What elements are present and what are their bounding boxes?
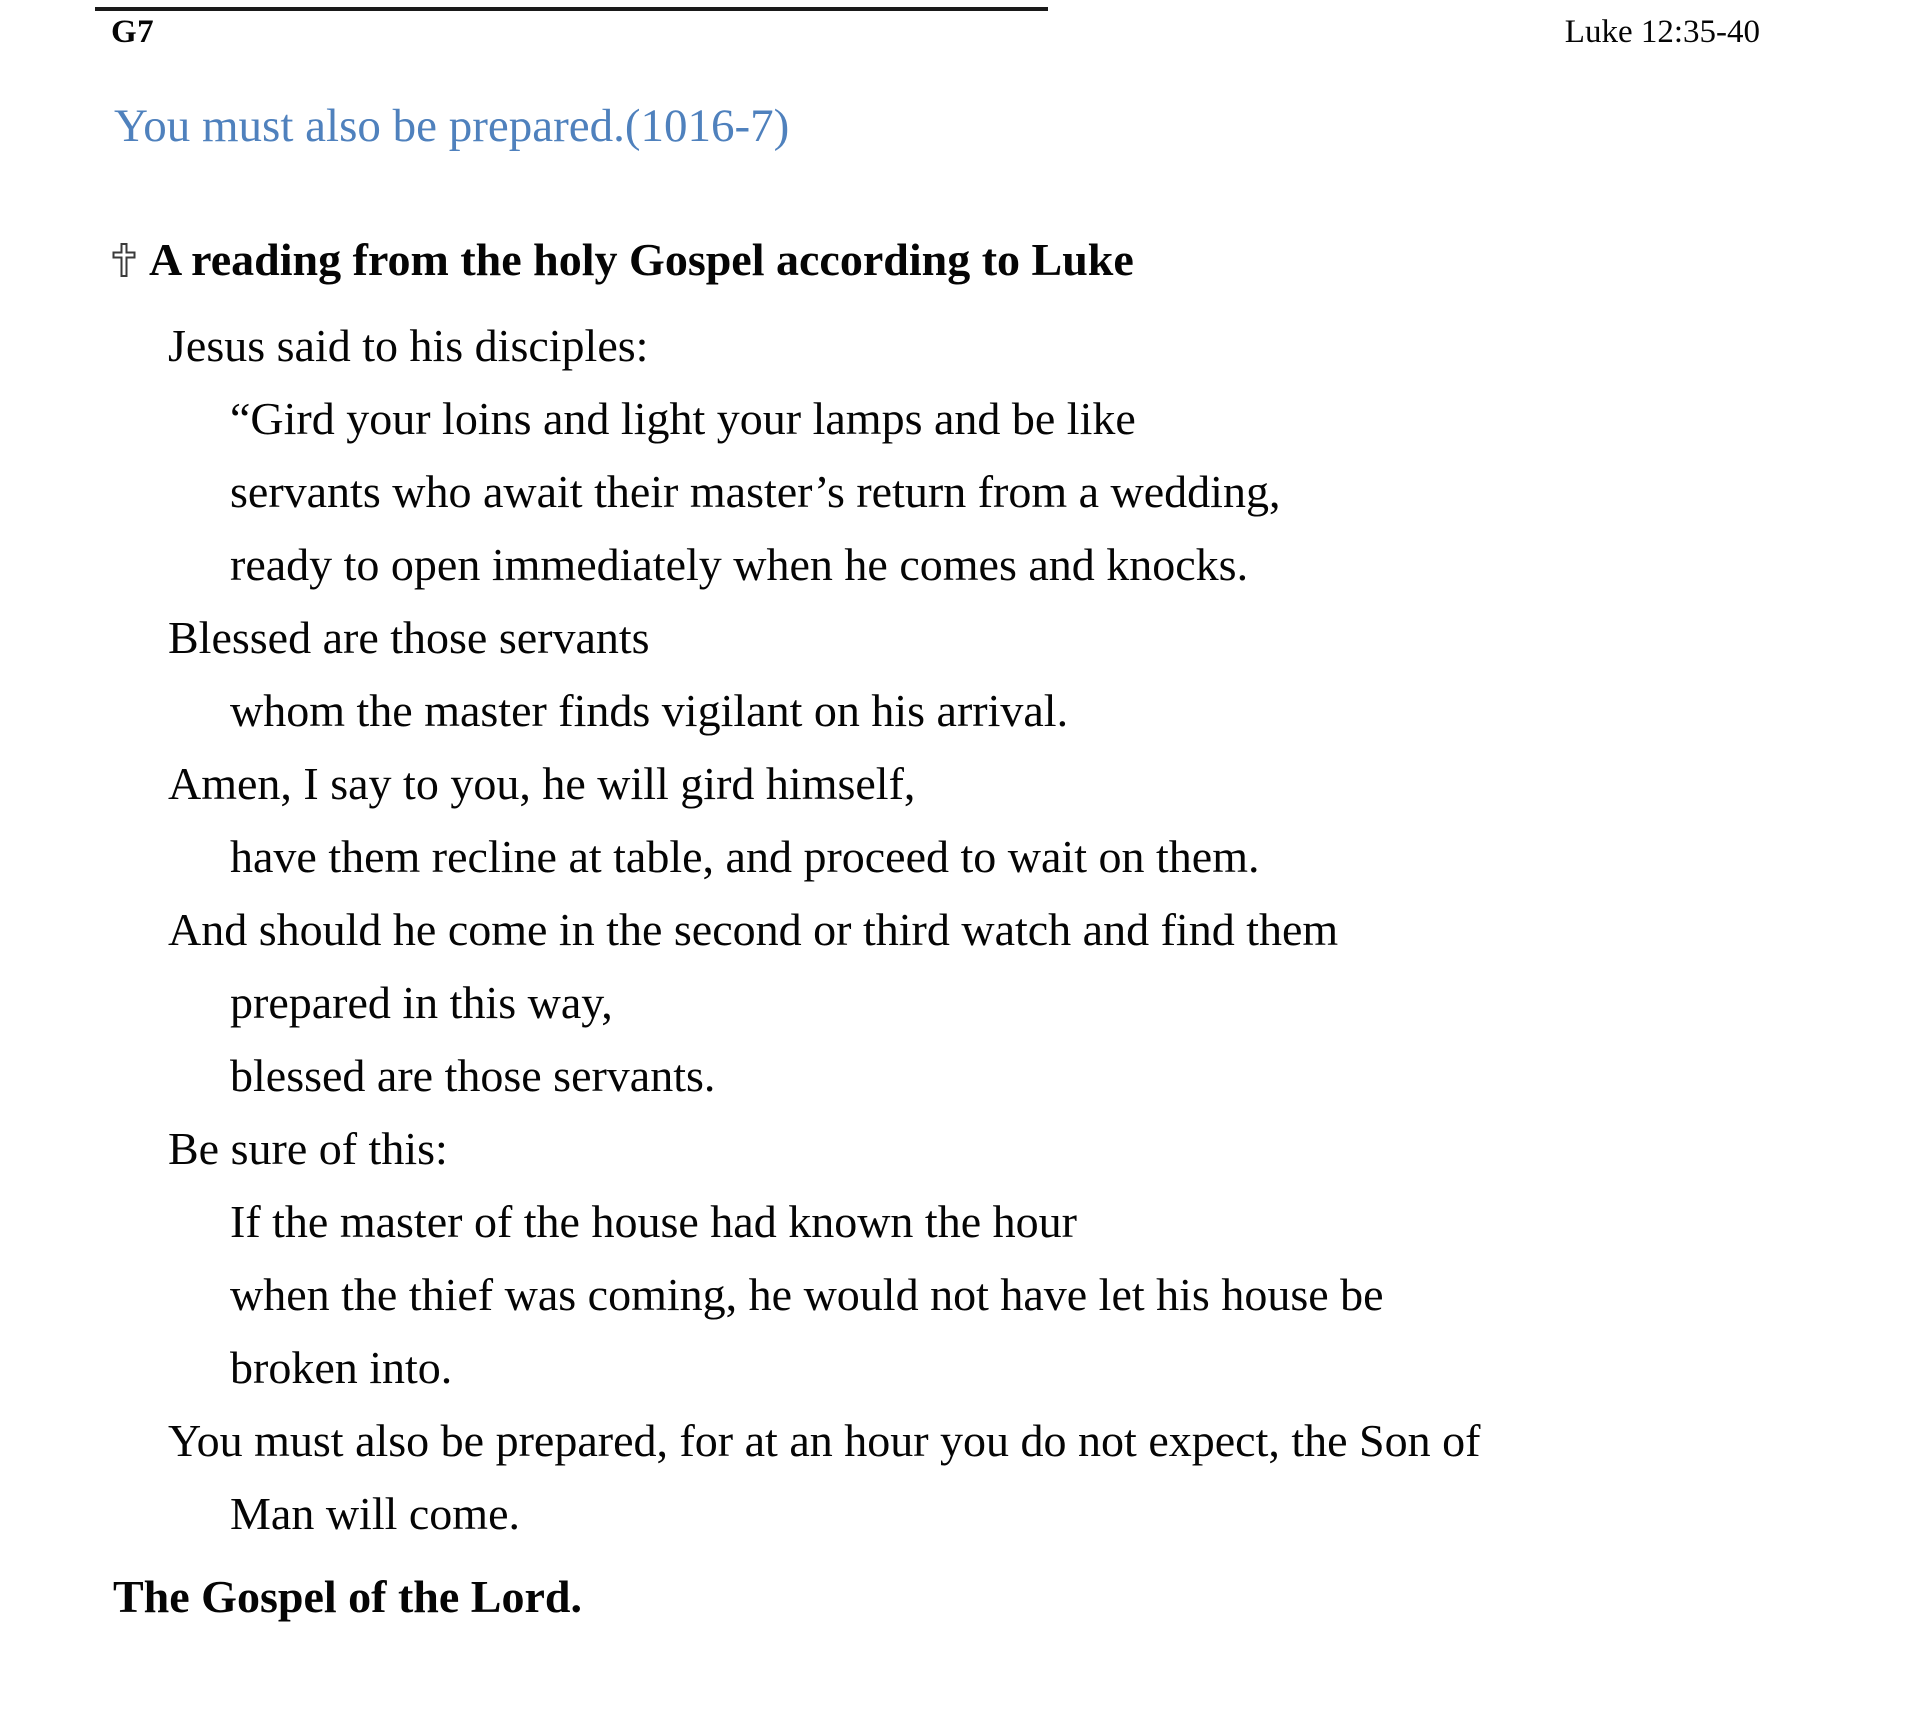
header-rule [95,7,1048,11]
scripture-reference: Luke 12:35-40 [1564,14,1760,50]
gospel-line: prepared in this way, [230,977,613,1029]
gospel-line: Amen, I say to you, he will gird himself, [168,758,916,810]
closing-line: The Gospel of the Lord. [113,1571,582,1623]
latin-cross-icon [112,243,136,277]
reading-summary-title: You must also be prepared.(1016-7) [114,99,790,152]
gospel-line: “Gird your loins and light your lamps and be like [230,393,1136,445]
gospel-line: blessed are those servants. [230,1050,716,1102]
gospel-line: Be sure of this: [168,1123,448,1175]
gospel-line: when the thief was coming, he would not have let his house be [230,1269,1384,1321]
gospel-line: Blessed are those servants [168,612,650,664]
gospel-line: ready to open immediately when he comes and knocks. [230,539,1249,591]
gospel-heading [112,234,1910,287]
gospel-line: servants who await their master’s return from a wedding, [230,466,1281,518]
gospel-line: whom the master finds vigilant on his arrival. [230,685,1069,737]
gospel-line: You must also be prepared, for at an hour you do not expect, the Son of [168,1415,1481,1467]
gospel-heading-text: A reading from the holy Gospel according to Luke [149,234,1134,286]
gospel-line: And should he come in the second or third watch and find them [168,904,1339,956]
gospel-line: Jesus said to his disciples: [168,320,649,372]
lectionary-code: G7 [111,14,155,50]
gospel-line: broken into. [230,1342,453,1394]
gospel-line: Man will come. [230,1488,520,1540]
gospel-body [0,309,1910,1550]
gospel-line: If the master of the house had known the hour [230,1196,1077,1248]
gospel-line: have them recline at table, and proceed to wait on them. [230,831,1260,883]
